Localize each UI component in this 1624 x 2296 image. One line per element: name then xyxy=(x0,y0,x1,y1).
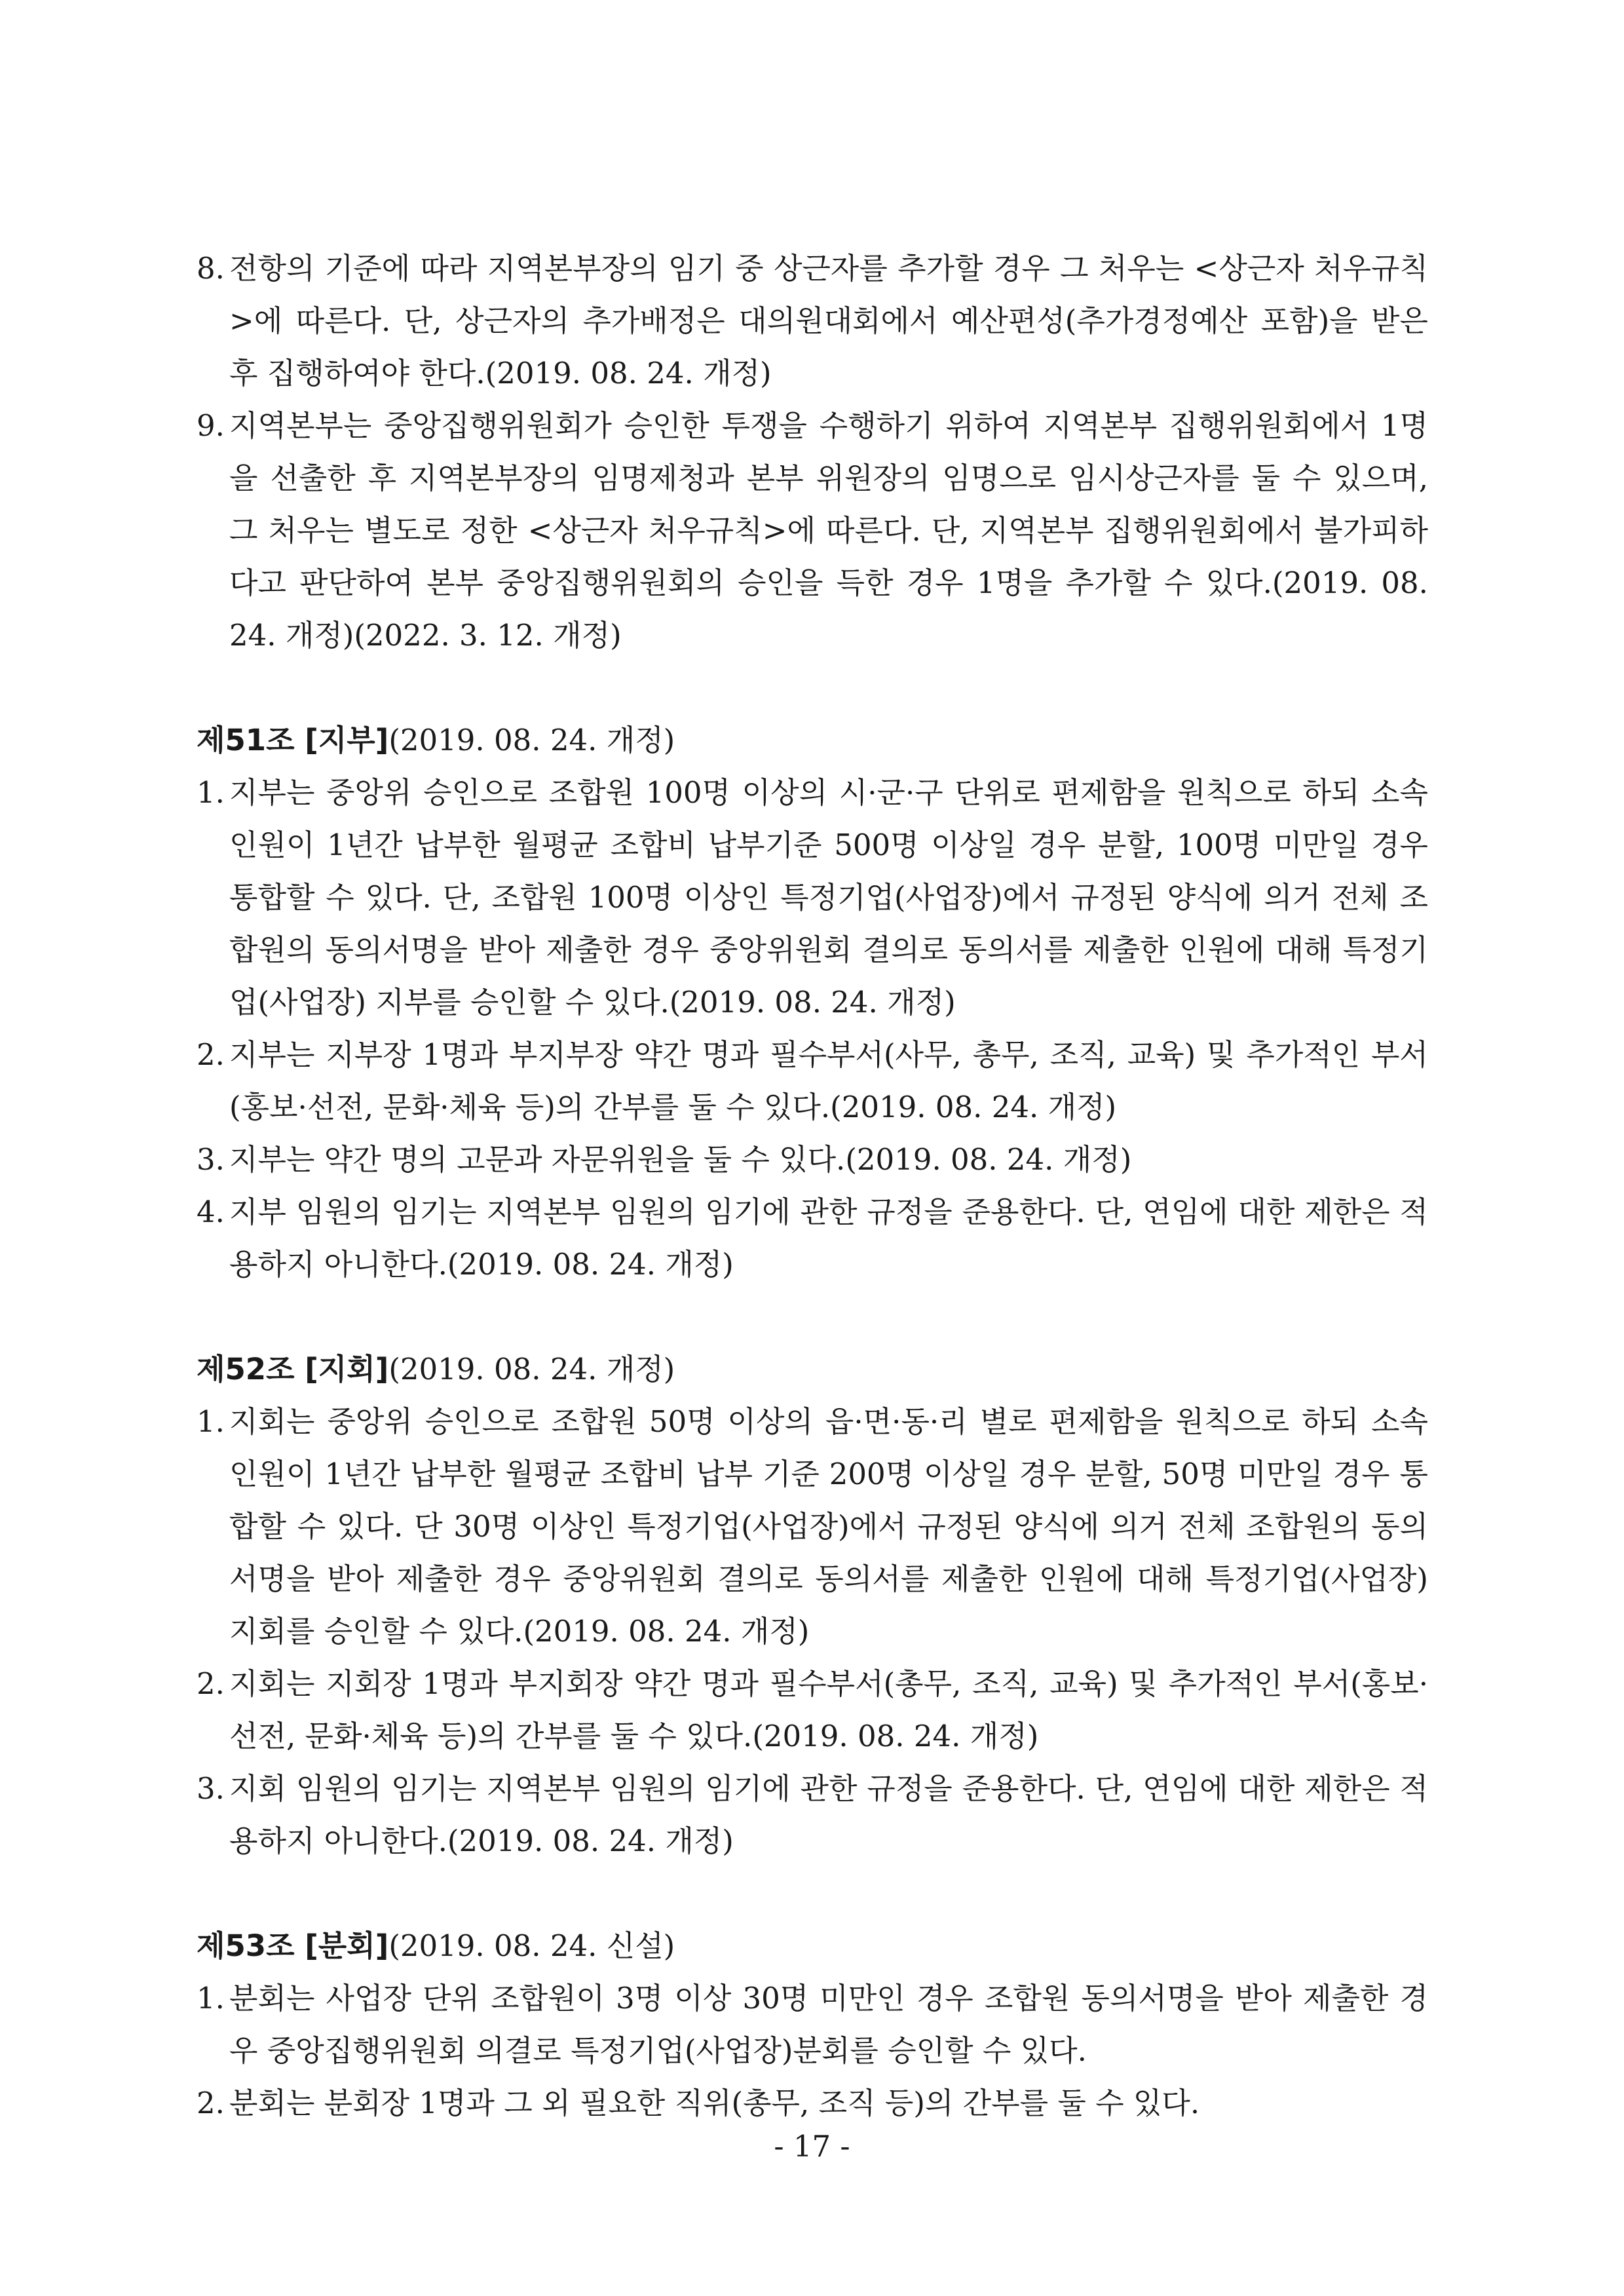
item-text: 지부 임원의 임기는 지역본부 임원의 임기에 관한 규정을 준용한다. 단, 연임에 대한 제한은 적용하지 아니한다.(2019. 08. 24. 개정) xyxy=(229,1195,1428,1282)
article-title: 제53조 [분회] xyxy=(197,1928,389,1963)
item-text: 전항의 기준에 따라 지역본부장의 임기 중 상근자를 추가할 경우 그 처우는 <상근자 처우규칙>에 따른다. 단, 상근자의 추가배정은 대의원대회에서 예산편성(추가경정예산 포함)을 받은 후 집행하여야 한다.(2019. 08. 24. 개정) xyxy=(229,251,1428,391)
item-number: 2. xyxy=(197,1666,225,1701)
list-item xyxy=(197,1186,1428,1291)
item-number: 9. xyxy=(197,408,225,443)
article-note: (2019. 08. 24. 개정) xyxy=(388,723,675,757)
item-number: 1. xyxy=(197,775,225,810)
article-note: (2019. 08. 24. 개정) xyxy=(388,1352,675,1387)
page-number: - 17 - xyxy=(774,2129,850,2164)
article-53-heading xyxy=(197,1920,1428,1972)
item-text: 지회는 중앙위 승인으로 조합원 50명 이상의 읍·면·동·리 별로 편제함을 원칙으로 하되 소속 인원이 1년간 납부한 월평균 조합비 납부 기준 200명 이상일 경우 분할, 50명 미만일 경우 통합할 수 있다. 단 30명 이상인 특정기업(사업장)에서 규정된 양식에 의거 전체 조합원의 동의서명을 받아 제출한 경우 중앙위원회 결의로 동의서를 제출한 인원에 대해 특정기업(사업장) 지회를 승인할 수 있다.(2019. 08. 24. 개정) xyxy=(229,1404,1428,1649)
item-number: 1. xyxy=(197,1981,225,2016)
list-item xyxy=(197,767,1428,1029)
article-51-heading xyxy=(197,714,1428,767)
article-title: 제52조 [지회] xyxy=(197,1352,389,1387)
list-item xyxy=(197,1972,1428,2077)
item-text: 지회 임원의 임기는 지역본부 임원의 임기에 관한 규정을 준용한다. 단, 연임에 대한 제한은 적용하지 아니한다.(2019. 08. 24. 개정) xyxy=(229,1771,1428,1858)
item-number: 2. xyxy=(197,2086,225,2120)
item-text: 지역본부는 중앙집행위원회가 승인한 투쟁을 수행하기 위하여 지역본부 집행위원회에서 1명을 선출한 후 지역본부장의 임명제청과 본부 위원장의 임명으로 임시상근자를 둘 수 있으며, 그 처우는 별도로 정한 <상근자 처우규칙>에 따른다. 단, 지역본부 집행위원회에서 불가피하다고 판단하여 본부 중앙집행위원회의 승인을 득한 경우 1명을 추가할 수 있다.(2019. 08. 24. 개정)(2022. 3. 12. 개정) xyxy=(229,408,1428,653)
item-number: 2. xyxy=(197,1037,225,1072)
item-text: 분회는 분회장 1명과 그 외 필요한 직위(총무, 조직 등)의 간부를 둘 수 있다. xyxy=(229,2086,1200,2120)
item-number: 4. xyxy=(197,1195,225,1229)
list-item xyxy=(197,400,1428,662)
article-52-heading xyxy=(197,1343,1428,1396)
section-gap xyxy=(197,1867,1428,1920)
list-item xyxy=(197,242,1428,400)
list-item xyxy=(197,1134,1428,1186)
article-note: (2019. 08. 24. 신설) xyxy=(388,1928,675,1963)
list-item xyxy=(197,1396,1428,1658)
section-gap xyxy=(197,1291,1428,1343)
item-text: 지부는 지부장 1명과 부지부장 약간 명과 필수부서(사무, 총무, 조직, 교육) 및 추가적인 부서(홍보·선전, 문화·체육 등)의 간부를 둘 수 있다.(2019. 08. 24. 개정) xyxy=(229,1037,1428,1124)
item-number: 3. xyxy=(197,1142,225,1177)
list-item xyxy=(197,1029,1428,1134)
item-text: 지회는 지회장 1명과 부지회장 약간 명과 필수부서(총무, 조직, 교육) 및 추가적인 부서(홍보·선전, 문화·체육 등)의 간부를 둘 수 있다.(2019. 08. 24. 개정) xyxy=(229,1666,1428,1753)
item-text: 지부는 약간 명의 고문과 자문위원을 둘 수 있다.(2019. 08. 24. 개정) xyxy=(229,1142,1132,1177)
list-item xyxy=(197,1763,1428,1867)
item-number: 1. xyxy=(197,1404,225,1439)
section-gap xyxy=(197,662,1428,714)
item-number: 8. xyxy=(197,251,225,286)
item-text: 분회는 사업장 단위 조합원이 3명 이상 30명 미만인 경우 조합원 동의서명을 받아 제출한 경우 중앙집행위원회 의결로 특정기업(사업장)분회를 승인할 수 있다. xyxy=(229,1981,1428,2068)
document-page xyxy=(197,242,1428,2130)
list-item xyxy=(197,1658,1428,1763)
item-text: 지부는 중앙위 승인으로 조합원 100명 이상의 시·군·구 단위로 편제함을 원칙으로 하되 소속 인원이 1년간 납부한 월평균 조합비 납부기준 500명 이상일 경우 분할, 100명 미만일 경우 통합할 수 있다. 단, 조합원 100명 이상인 특정기업(사업장)에서 규정된 양식에 의거 전체 조합원의 동의서명을 받아 제출한 경우 중앙위원회 결의로 동의서를 제출한 인원에 대해 특정기업(사업장) 지부를 승인할 수 있다.(2019. 08. 24. 개정) xyxy=(229,775,1428,1020)
list-item xyxy=(197,2077,1428,2130)
article-title: 제51조 [지부] xyxy=(197,723,389,757)
item-number: 3. xyxy=(197,1771,225,1806)
